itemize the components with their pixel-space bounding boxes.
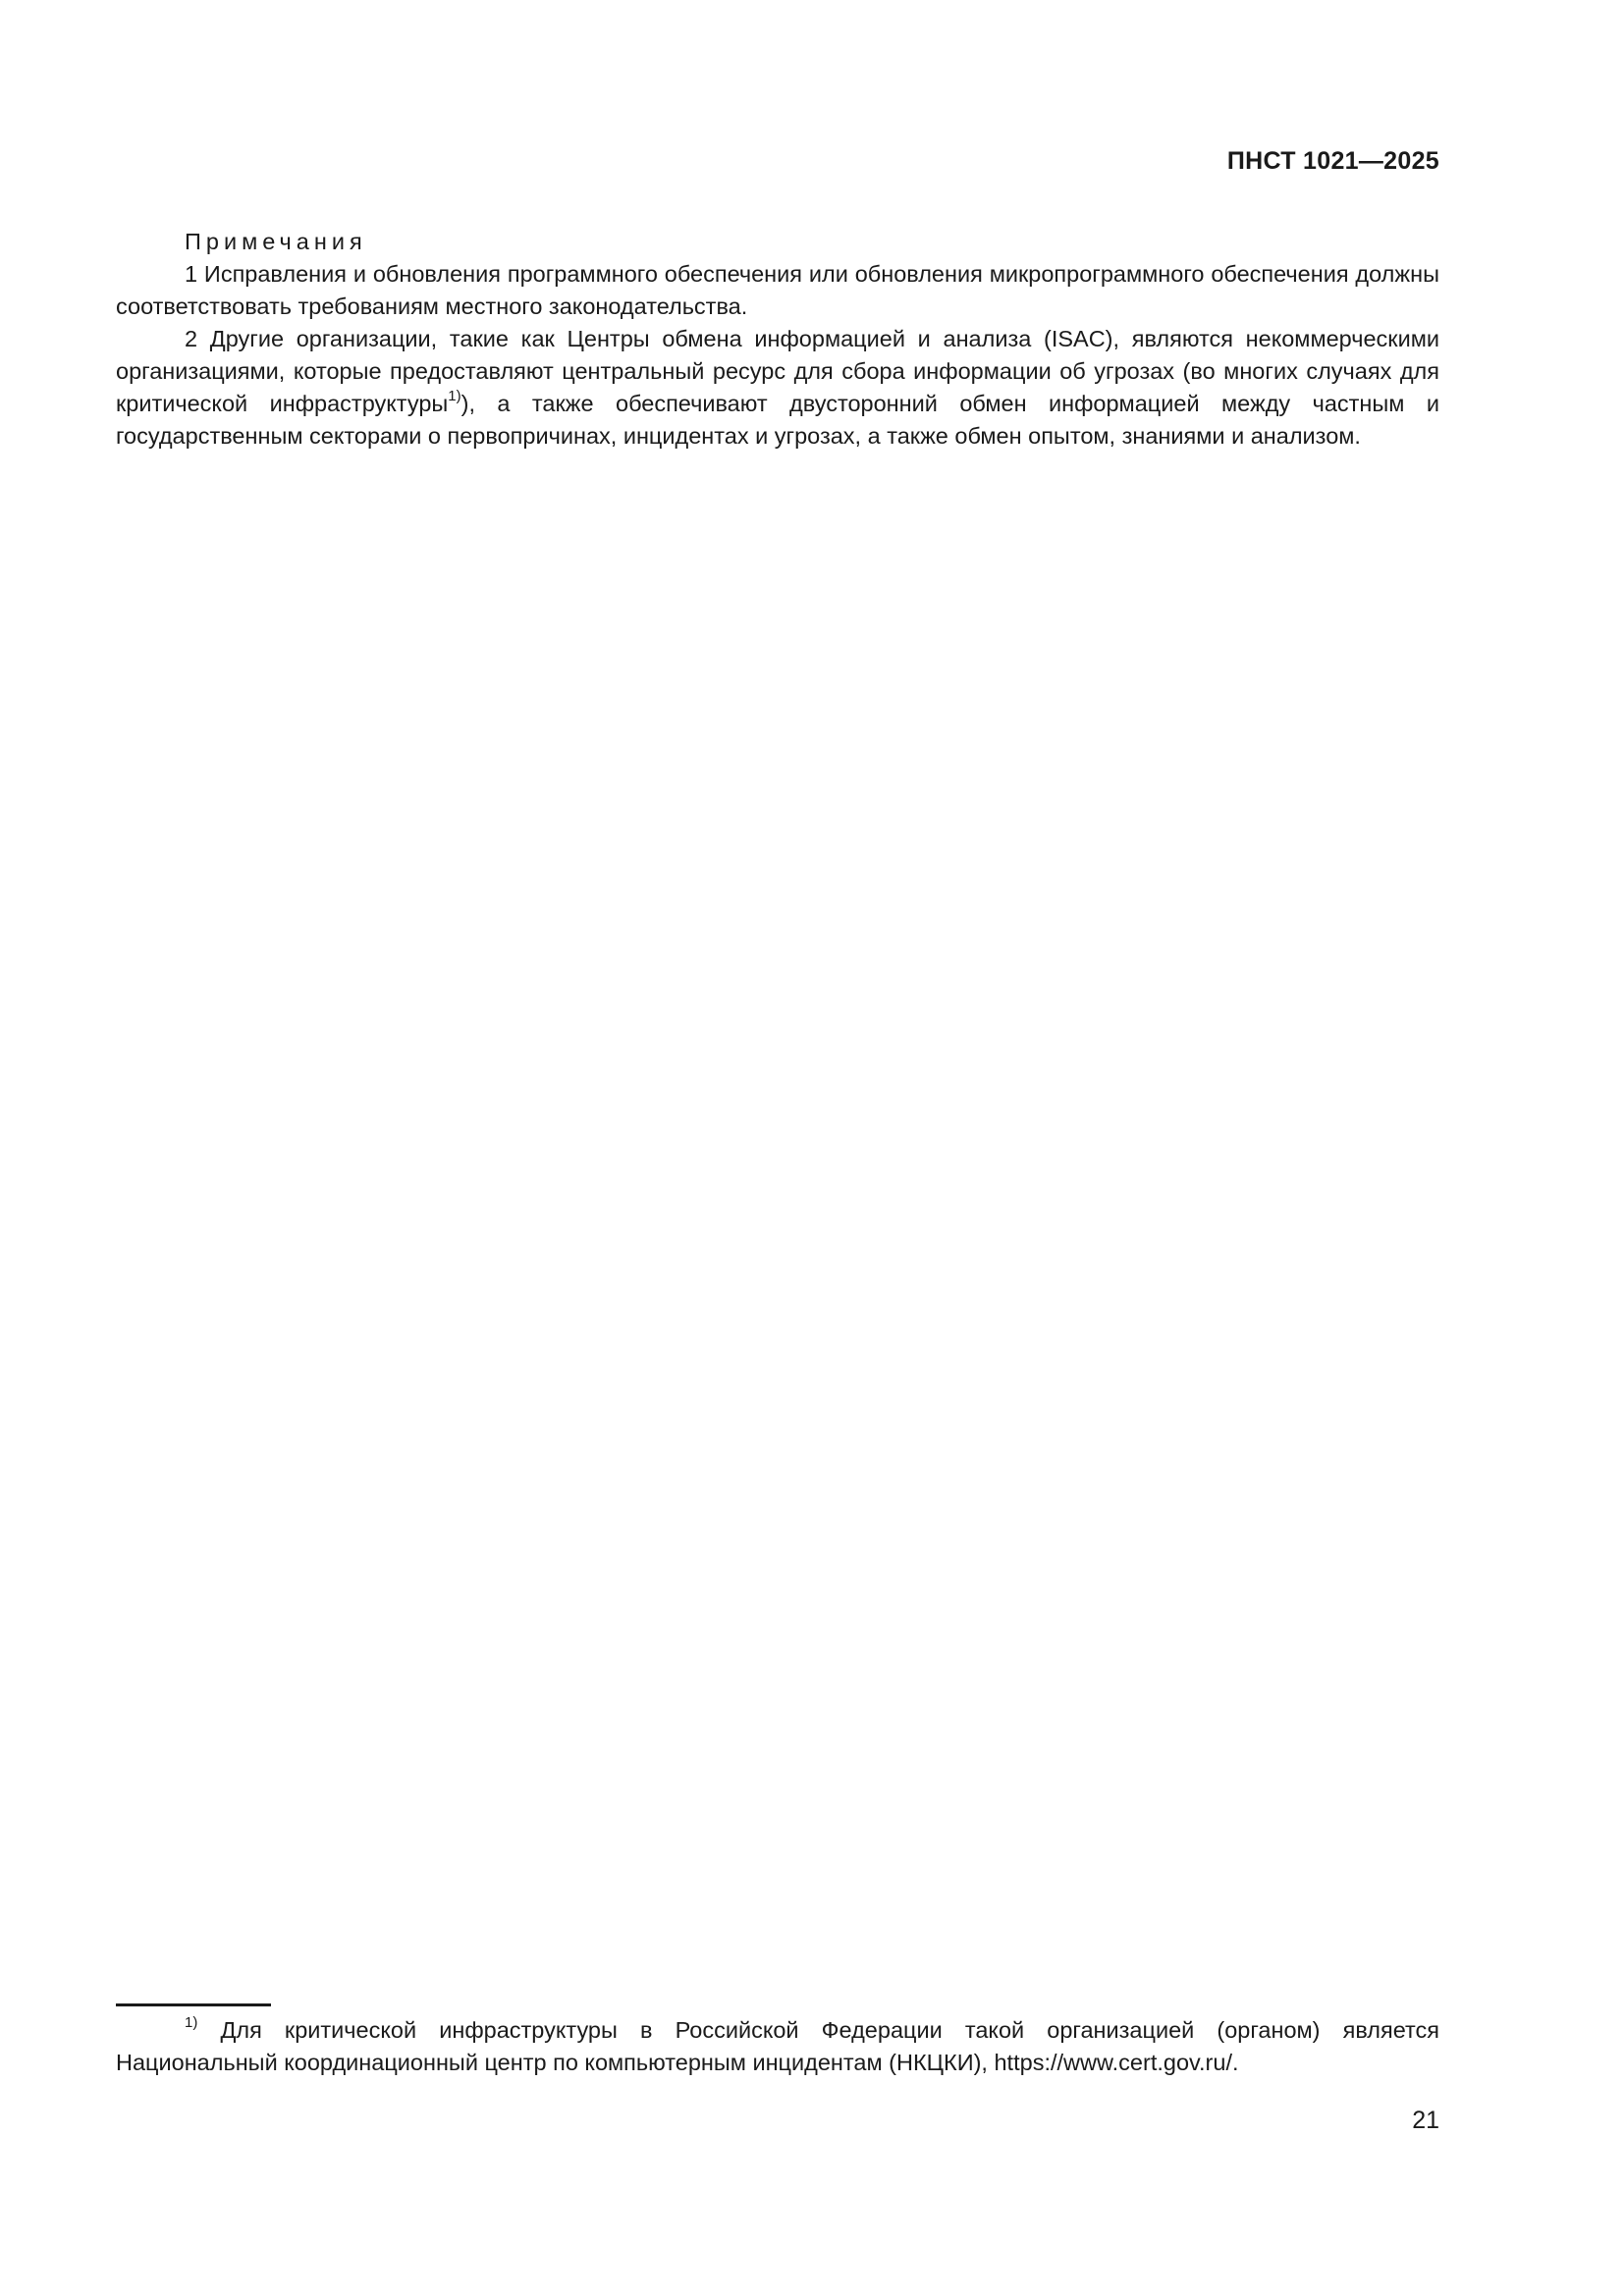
note-item-2 [116, 323, 1439, 453]
footnote-reference[interactable]: 1) [448, 388, 461, 405]
note-item-1-text: 1 Исправления и обновления программного обеспечения или обновления микропрограммного обеспечения должны соответствовать требованиям местного законодательства. [116, 261, 1439, 319]
notes-section [116, 226, 1439, 453]
footnote-marker: 1) [185, 2014, 198, 2032]
notes-heading: Примечания [185, 229, 367, 254]
footnote [116, 2014, 1439, 2079]
page-number: 21 [1412, 2107, 1439, 2134]
note-item-1 [116, 258, 1439, 323]
footnote-separator [116, 2003, 271, 2006]
footnote-text: Для критической инфраструктуры в Российской Федерации такой организацией (органом) является Национальный координационный центр по компьютерным инцидентам (НКЦКИ), https://www.cert.gov.ru/. [116, 2017, 1439, 2075]
note-item-2-text-part1: 2 Другие организации, такие как Центры обмена информацией и анализа (ISAC), являются некоммерческими организациями, которые предоставляют центральный ресурс для сбора информации об угрозах (во многих случаях для критической инфраструктуры [116, 326, 1439, 416]
note-item-2-text-part2: ), а также обеспечивают двусторонний обмен информацией между частным и государственным секторами о первопричинах, инцидентах и угрозах, а также обмен опытом, знаниями и анализом. [116, 391, 1439, 449]
document-code: ПНСТ 1021—2025 [1226, 147, 1439, 175]
